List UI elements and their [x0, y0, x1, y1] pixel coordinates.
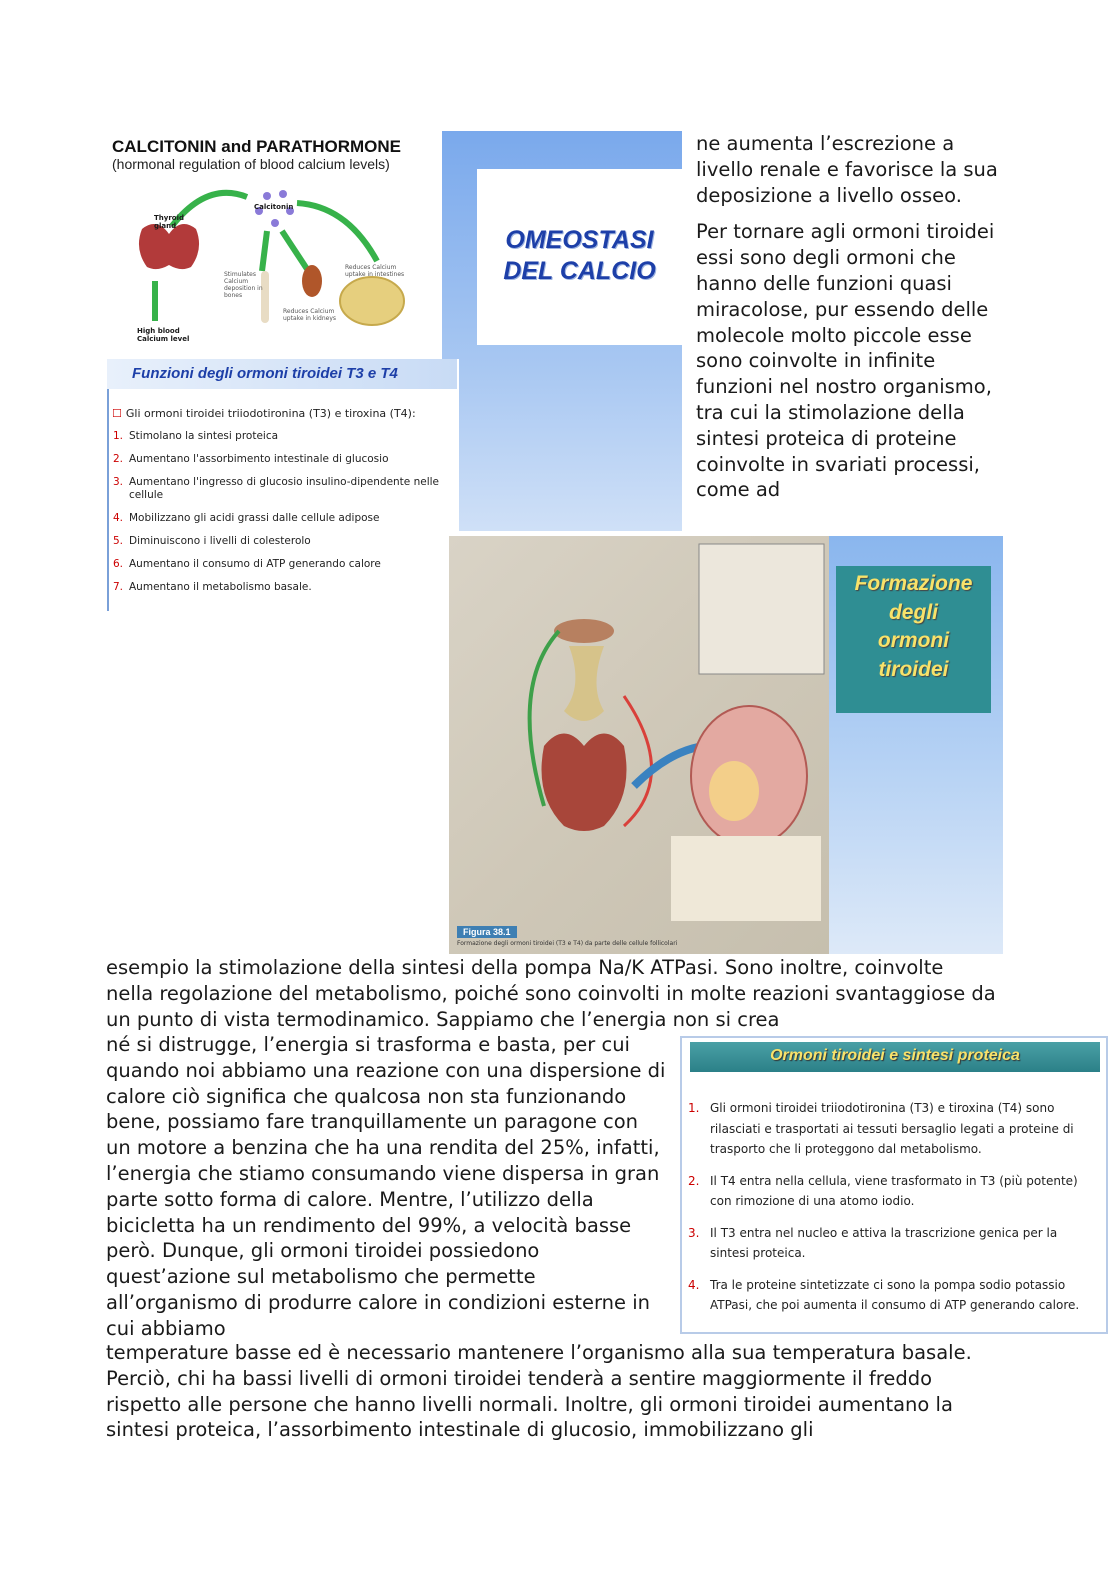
red-feedback-arrow: [624, 696, 652, 826]
list-item-text: Il T4 entra nella cellula, viene trasformato in T3 (più potente) con rimozione di una atomo iodio.: [710, 1173, 1078, 1208]
funzioni-intro-text: Gli ormoni tiroidei triiodotironina (T3) e tiroxina (T4):: [125, 407, 416, 420]
arrow-to-kidney: [282, 231, 307, 269]
label-reduces-kidneys: Reduces Calcium uptake in kidneys: [283, 308, 336, 322]
hypothalamus-shape: [554, 619, 614, 643]
textbook-photo: [449, 536, 829, 954]
colloid-shape: [709, 761, 759, 821]
label-reduces-intestine: Reduces Calcium uptake in intestines: [345, 264, 405, 278]
list-item-text: Tra le proteine sintetizzate ci sono la pompa sodio potassio ATPasi, che poi aumenta il consumo di ATP generando calore.: [710, 1277, 1080, 1312]
list-item: 2. Il T4 entra nella cellula, viene trasformato in T3 (più potente) con rimozione di una atomo iodio.: [688, 1173, 1078, 1208]
list-item-text: Aumentano il consumo di ATP generando calore: [129, 558, 381, 570]
kidney-shape: [302, 265, 322, 297]
formazione-title-line: Formazione: [854, 572, 973, 595]
label-stimulates: Stimulates Calcium deposition in bones: [224, 271, 263, 299]
list-item: 1. Stimolano la sintesi proteica: [113, 430, 279, 442]
thyroid-gland-shape: [139, 224, 199, 269]
arrow-to-bone: [262, 231, 267, 271]
sintesi-list: [688, 1098, 1098, 1327]
label-calcitonin: Calcitonin: [254, 203, 294, 211]
list-item: 4. Mobilizzano gli acidi grassi dalle cellule adipose: [113, 512, 380, 524]
figure-label: Figura 38.1: [457, 926, 517, 938]
omeostasi-title: [477, 225, 682, 287]
legend-box: [699, 544, 824, 674]
intestine-shape: [340, 277, 404, 325]
formazione-title-line: ormoni: [877, 629, 950, 652]
list-item: 3. Il T3 entra nel nucleo e attiva la trascrizione genica per la sintesi proteica.: [688, 1225, 1058, 1260]
wrapped-paragraph: né si distrugge, l’energia si trasforma e basta, per cui quando noi abbiamo una reazione con una dispersione di calore ciò significa che qualcosa non sta funzionando bene, possiamo fare tranquillamente un paragone con un motore a benzina che ha una rendita del 25%, infatti, l’energia che stiamo consumando viene dispersa in gran parte sotto forma di calore. Mentre, l’utilizzo della bicicletta ha un rendimento del 99%, a velocità basse però. Dunque, gli ormoni tiroidei possiedono quest’azione sul metabolismo che permette all’organismo di produrre calore in condizioni esterne in cui abbiamo: [106, 1033, 666, 1340]
thyroid-formation-illustration: [449, 536, 829, 954]
paragraph: Per tornare agli ormoni tiroidei essi sono degli ormoni che hanno delle funzioni quasi miracolose, pur essendo delle molecole molto piccole esse sono coinvolte in infinite funzioni nel nostro organismo, tra cui la stimolazione della sintesi proteica di proteine coinvolte in svariati processi, come ad: [696, 220, 995, 502]
bottom-paragraph: temperature basse ed è necessario mantenere l’organismo alla sua temperatura basale. Perciò, chi ha bassi livelli di ormoni tiroidei tenderà a sentire maggiormente il freddo rispetto alle persone che hanno livelli normali. Inoltre, gli ormoni tiroidei aumentano la sintesi proteica, l’assorbimento intestinale di glucosio, immobilizzano gli: [106, 1341, 972, 1442]
paragraph: ne aumenta l’escrezione a livello renale e favorisce la sua deposizione a livello osseo.: [696, 132, 998, 207]
label-thyroid: Thyroid gland: [154, 214, 184, 230]
label-high-blood: High blood Calcium level: [137, 327, 190, 343]
middle-paragraph: esempio la stimolazione della sintesi della pompa Na/K ATPasi. Sono inoltre, coinvolte nella regolazione del metabolismo, poiché sono coinvolti in molte reazioni svantaggiose da un punto di vista termodinamico. Sappiamo che l’energia non si crea: [106, 956, 996, 1031]
list-item: 5. Diminuiscono i livelli di colesterolo: [113, 535, 311, 547]
steps-box: [671, 836, 821, 921]
list-item-text: Diminuiscono i livelli di colesterolo: [129, 535, 311, 547]
list-item: 1. Gli ormoni tiroidei triiodotironina (T3) e tiroxina (T4) sono rilasciati e trasportati ai tessuti bersaglio legati a proteine di trasporto che li proteggono dal metabolismo.: [688, 1101, 1074, 1156]
calcitonin-diagram: [97, 131, 442, 371]
calcitonin-title: CALCITONIN and PARATHORMONE: [112, 137, 401, 156]
checkbox-bullet-icon: ☐: [112, 407, 122, 420]
omeostasi-title-line1: OMEOSTASI: [505, 226, 654, 254]
figure-sintesi-proteica: [680, 1036, 1108, 1334]
thyroid-shape: [542, 734, 627, 832]
list-item-text: Stimolano la sintesi proteica: [129, 430, 279, 442]
list-item: 2. Aumentano l'assorbimento intestinale di glucosio: [113, 453, 389, 465]
formazione-title-line: tiroidei: [878, 657, 949, 681]
formazione-title-line: degli: [888, 600, 938, 624]
list-item: 3. Aumentano l'ingresso di glucosio insulino-dipendente nelle cellule: [113, 476, 440, 501]
list-item: 6. Aumentano il consumo di ATP generando calore: [113, 558, 381, 570]
figure-formazione-ormoni: [449, 536, 1003, 954]
list-item-text: Il T3 entra nel nucleo e attiva la trascrizione genica per la sintesi proteica.: [710, 1225, 1058, 1260]
sintesi-title: Ormoni tiroidei e sintesi proteica: [770, 1047, 1020, 1064]
pituitary-shape: [564, 646, 604, 721]
list-item-text: Gli ormoni tiroidei triiodotironina (T3) e tiroxina (T4) sono rilasciati e trasportati ai tessuti bersaglio legati a proteine di trasporto che li proteggono dal metabolismo.: [710, 1101, 1074, 1156]
omeostasi-title-line2: DEL CALCIO: [503, 257, 656, 285]
list-item-text: Aumentano l'ingresso di glucosio insulino-dipendente nelle cellule: [129, 476, 440, 501]
right-column-text: [696, 131, 1008, 503]
list-item-text: Aumentano il metabolismo basale.: [129, 581, 312, 593]
list-item: 4. Tra le proteine sintetizzate ci sono la pompa sodio potassio ATPasi, che poi aumenta il consumo di ATP generando calore.: [688, 1277, 1080, 1312]
list-item: 7. Aumentano il metabolismo basale.: [113, 581, 312, 593]
formazione-title: [836, 570, 991, 684]
figure-caption: Formazione degli ormoni tiroidei (T3 e T4) da parte delle cellule follicolari: [457, 940, 678, 947]
funzioni-list: [109, 430, 449, 604]
list-item-text: Aumentano l'assorbimento intestinale di glucosio: [129, 453, 389, 465]
calcitonin-subtitle: (hormonal regulation of blood calcium levels): [112, 156, 390, 172]
funzioni-title: Funzioni degli ormoni tiroidei T3 e T4: [132, 365, 398, 382]
funzioni-intro: [112, 407, 452, 420]
list-item-text: Mobilizzano gli acidi grassi dalle cellule adipose: [129, 512, 380, 524]
arrow-to-intestine: [297, 203, 377, 261]
